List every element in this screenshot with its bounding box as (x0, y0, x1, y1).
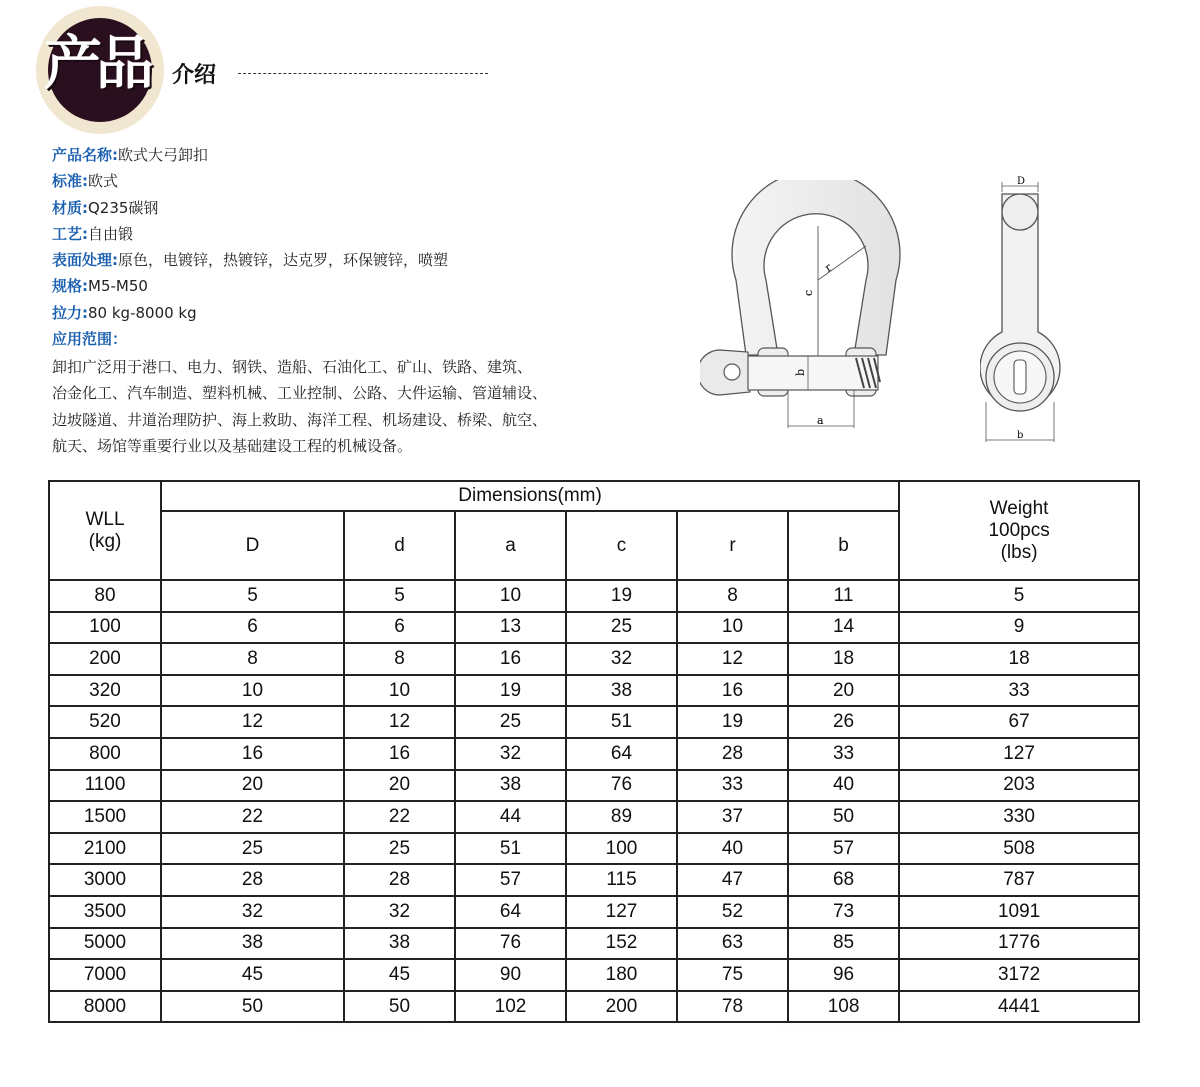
info-key: 标准: (52, 172, 88, 191)
table-cell: 200 (49, 643, 161, 675)
info-value: 自由锻 (88, 224, 134, 243)
info-row-material (52, 195, 448, 221)
table-cell: 32 (344, 896, 455, 928)
info-row-standard (52, 168, 448, 194)
table-cell: 3500 (49, 896, 161, 928)
table-cell: 19 (566, 580, 677, 612)
label-D: D (1017, 176, 1026, 187)
table-cell: 64 (455, 896, 566, 928)
table-cell: 508 (899, 833, 1139, 865)
col-header-b: b (788, 511, 899, 580)
table-row (49, 928, 1139, 960)
table-cell: 9 (899, 612, 1139, 644)
col-header-a: a (455, 511, 566, 580)
table-cell: 152 (566, 928, 677, 960)
table-row (49, 801, 1139, 833)
table-cell: 16 (161, 738, 344, 770)
table-cell: 12 (344, 706, 455, 738)
table-cell: 6 (344, 612, 455, 644)
info-value: 原色，电镀锌，热镀锌，达克罗，环保镀锌，喷塑 (118, 251, 449, 270)
table-cell: 28 (161, 864, 344, 896)
table-cell: 12 (161, 706, 344, 738)
label-c: c (802, 289, 815, 296)
table-cell: 3000 (49, 864, 161, 896)
table-cell: 5000 (49, 928, 161, 960)
table-cell: 64 (566, 738, 677, 770)
badge-text: 产品 (44, 29, 149, 97)
table-cell: 11 (788, 580, 899, 612)
table-cell: 14 (788, 612, 899, 644)
info-key: 应用范围： (52, 330, 128, 349)
table-cell: 32 (566, 643, 677, 675)
table-cell: 76 (455, 928, 566, 960)
label-r: r (822, 260, 835, 275)
info-key: 产品名称: (52, 146, 118, 164)
label-b: b (794, 368, 807, 376)
table-row (49, 770, 1139, 802)
table-cell: 25 (161, 833, 344, 865)
table-cell: 8 (344, 643, 455, 675)
table-cell: 20 (788, 675, 899, 707)
table-cell: 51 (455, 833, 566, 865)
table-cell: 10 (677, 612, 788, 644)
col-header-c: c (566, 511, 677, 580)
table-cell: 200 (566, 991, 677, 1023)
table-cell: 520 (49, 706, 161, 738)
table-cell: 25 (566, 612, 677, 644)
table-cell: 203 (899, 770, 1139, 802)
table-cell: 7000 (49, 959, 161, 991)
table-cell: 320 (49, 675, 161, 707)
table-row (49, 991, 1139, 1023)
table-cell: 96 (788, 959, 899, 991)
table-row (49, 706, 1139, 738)
table-cell: 38 (455, 770, 566, 802)
table-cell: 22 (344, 801, 455, 833)
table-cell: 51 (566, 706, 677, 738)
table-cell: 63 (677, 928, 788, 960)
table-cell: 50 (161, 991, 344, 1023)
table-cell: 78 (677, 991, 788, 1023)
header-line: (lbs) (1000, 541, 1038, 563)
table-cell: 1776 (899, 928, 1139, 960)
table-cell: 28 (344, 864, 455, 896)
table-cell: 16 (344, 738, 455, 770)
table-cell: 6 (161, 612, 344, 644)
table-row (49, 959, 1139, 991)
table-cell: 52 (677, 896, 788, 928)
table-cell: 108 (788, 991, 899, 1023)
shackle-pin (748, 356, 878, 390)
col-header-d: d (344, 511, 455, 580)
info-key: 规格: (52, 277, 88, 296)
table-cell: 18 (899, 643, 1139, 675)
info-value: M5-M50 (88, 277, 148, 296)
application-description (52, 354, 612, 459)
table-cell: 1500 (49, 801, 161, 833)
table-cell: 26 (788, 706, 899, 738)
info-key: 材质: (52, 198, 88, 217)
dimensions-header: Dimensions(mm) (161, 481, 899, 511)
table-cell: 5 (161, 580, 344, 612)
table-cell: 57 (788, 833, 899, 865)
table-cell: 10 (344, 675, 455, 707)
table-row (49, 833, 1139, 865)
description-line: 边坡隧道、井道治理防护、海上救助、海洋工程、机场建设、桥梁、航空、 (52, 410, 548, 429)
table-cell: 38 (566, 675, 677, 707)
table-cell: 20 (344, 770, 455, 802)
table-cell: 115 (566, 864, 677, 896)
shackle-side-diagram (980, 172, 1070, 447)
table-row (49, 580, 1139, 612)
col-header-D: D (161, 511, 344, 580)
table-row (49, 643, 1139, 675)
table-cell: 8 (677, 580, 788, 612)
table-cell: 89 (566, 801, 677, 833)
header-line: (kg) (88, 530, 122, 552)
table-cell: 10 (161, 675, 344, 707)
table-cell: 90 (455, 959, 566, 991)
table-cell: 38 (161, 928, 344, 960)
header-line: 100pcs (988, 519, 1050, 541)
table-cell: 40 (788, 770, 899, 802)
info-value: 80 kg-8000 kg (88, 303, 197, 322)
table-cell: 25 (344, 833, 455, 865)
table-cell: 18 (788, 643, 899, 675)
description-line: 冶金化工、汽车制造、塑料机械、工业控制、公路、大件运输、管道辅设、 (52, 384, 548, 403)
title-divider (238, 73, 488, 74)
table-cell: 38 (344, 928, 455, 960)
table-cell: 19 (455, 675, 566, 707)
description-line: 卸扣广泛用于港口、电力、钢铁、造船、石油化工、矿山、铁路、建筑、 (52, 358, 533, 376)
table-cell: 180 (566, 959, 677, 991)
info-key: 工艺: (52, 224, 88, 243)
table-cell: 44 (455, 801, 566, 833)
info-row-process (52, 221, 448, 247)
description-line: 航天、场馆等重要行业以及基础建设工程的机械设备。 (52, 436, 413, 455)
info-row-name (52, 142, 448, 168)
table-cell: 47 (677, 864, 788, 896)
col-header-r: r (677, 511, 788, 580)
table-cell: 5 (899, 580, 1139, 612)
table-row (49, 675, 1139, 707)
table-cell: 32 (455, 738, 566, 770)
info-value: 欧式大弓卸扣 (118, 146, 209, 164)
table-cell: 73 (788, 896, 899, 928)
info-row-surface (52, 247, 448, 273)
info-key: 拉力: (52, 303, 88, 322)
shackle-front-diagram (700, 180, 910, 440)
decor-shadow-left (120, 1028, 600, 1072)
table-row (49, 612, 1139, 644)
table-cell: 22 (161, 801, 344, 833)
table-cell: 57 (455, 864, 566, 896)
table-cell: 8000 (49, 991, 161, 1023)
table-cell: 33 (788, 738, 899, 770)
table-cell: 25 (455, 706, 566, 738)
table-cell: 3172 (899, 959, 1139, 991)
table-cell: 75 (677, 959, 788, 991)
table-cell: 16 (455, 643, 566, 675)
table-cell: 127 (899, 738, 1139, 770)
table-cell: 80 (49, 580, 161, 612)
table-cell: 100 (49, 612, 161, 644)
header-line: Weight (989, 497, 1049, 519)
label-b-side: b (1017, 430, 1024, 441)
table-cell: 800 (49, 738, 161, 770)
table-cell: 40 (677, 833, 788, 865)
info-key: 表面处理: (52, 251, 118, 270)
table-cell: 127 (566, 896, 677, 928)
wll-header (49, 481, 161, 580)
info-row-application (52, 326, 448, 352)
table-cell: 10 (455, 580, 566, 612)
table-cell: 787 (899, 864, 1139, 896)
table-row (49, 738, 1139, 770)
table-cell: 33 (899, 675, 1139, 707)
table-cell: 37 (677, 801, 788, 833)
table-cell: 5 (344, 580, 455, 612)
table-cell: 2100 (49, 833, 161, 865)
info-value: Q235碳钢 (88, 198, 159, 217)
table-cell: 67 (899, 706, 1139, 738)
table-cell: 19 (677, 706, 788, 738)
specification-table (48, 480, 1140, 1023)
weight-header (899, 481, 1139, 580)
table-row (49, 896, 1139, 928)
table-cell: 12 (677, 643, 788, 675)
table-cell: 16 (677, 675, 788, 707)
info-row-size (52, 273, 448, 299)
table-cell: 4441 (899, 991, 1139, 1023)
table-cell: 100 (566, 833, 677, 865)
header-line: WLL (85, 508, 125, 530)
info-row-tension (52, 300, 448, 326)
table-cell: 45 (161, 959, 344, 991)
table-cell: 50 (344, 991, 455, 1023)
table-cell: 8 (161, 643, 344, 675)
shackle-bow (732, 180, 900, 355)
table-cell: 1100 (49, 770, 161, 802)
info-value: 欧式 (88, 172, 119, 191)
table-cell: 85 (788, 928, 899, 960)
table-row (49, 864, 1139, 896)
table-cell: 33 (677, 770, 788, 802)
table-cell: 76 (566, 770, 677, 802)
section-title: 介绍 (172, 63, 217, 88)
label-a: a (817, 414, 824, 427)
table-cell: 330 (899, 801, 1139, 833)
product-info-list (52, 142, 448, 352)
table-cell: 45 (344, 959, 455, 991)
table-body (49, 580, 1139, 1022)
table-cell: 68 (788, 864, 899, 896)
table-cell: 13 (455, 612, 566, 644)
decor-shadow-right (600, 1028, 1080, 1072)
table-cell: 32 (161, 896, 344, 928)
table-cell: 50 (788, 801, 899, 833)
table-cell: 102 (455, 991, 566, 1023)
table-cell: 28 (677, 738, 788, 770)
table-cell: 20 (161, 770, 344, 802)
table-cell: 1091 (899, 896, 1139, 928)
